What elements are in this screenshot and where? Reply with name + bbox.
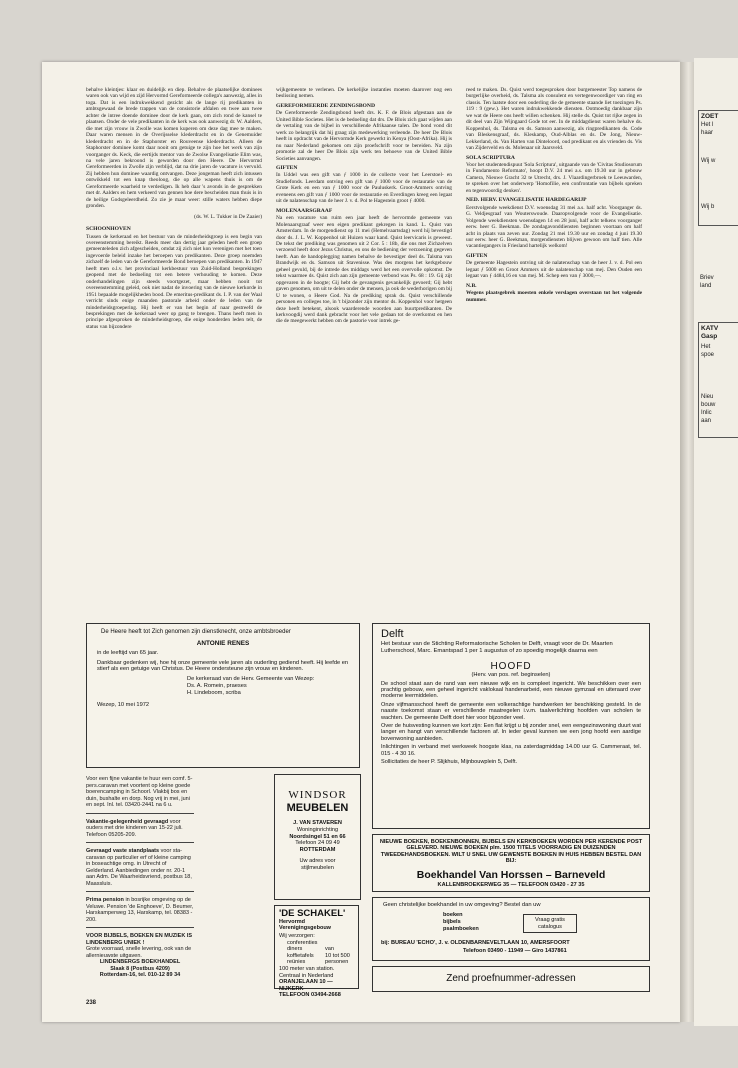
- ad-line: ROTTERDAM: [299, 847, 336, 854]
- catalog-request-box: [523, 914, 577, 933]
- ad-line: [279, 946, 358, 953]
- ad-question: Geen christelijke boekhandel in uw omgeving? Bestel dan uw: [383, 902, 541, 908]
- facing-text: Het: [701, 344, 711, 350]
- article-text: Tussen de kerkeraad en het bestuur van de minderheidsgroep is een begin van overeenstemming bereikt. Reeds meer dan dertig jaar geleden heeft een groep gemeenteleden zich afgescheiden, omdat zij zich niet kon verenigen met het toen ingevoerde beleid inzake het beroepen van predikanten. Deze groep noemden zichzelf de leden van de Gereformeerde Bond beroepen van predikanten. In 1947 heeft men o.l.v. het provinciaal kerkbestuur van Zuid-Holland besprekingen geopend met de bedoeling tot een betere verhouding te komen. Deze onderhandelingen zijn steeds voortgezet, maar hebben nooit tot overeenstemming geleid, ook niet nadat de invoering van de nieuwe kerkorde in 1951 bepaalde mogelijkheden bood. De emeritus-predikant ds. I. P. van der Waal verricht sinds enige maanden pastorale arbeid onder de leden van de minderheidsgroepering. Hij heeft er van het begin af naar gestreefd de besprekingen met de kerkeraad weer op gang te brengen. Thans heeft men in principe afgesproken de minderheidsgroep, die enige honderden leden telt, de status van bijzondere: [86, 233, 262, 330]
- facing-text: bouw: [701, 402, 716, 408]
- ad-item: koffietafels: [287, 952, 314, 959]
- ad-text: NIEUWE BOEKEN, BOEKENBONNEN, BIJBELS EN KERKBOEKEN WORDEN PER KERENDE POST GELEVERD. NIEUWE BOEKEN plm. 1500 TITELS VOORRADIG EN DUIZENDEN TWEEDEHANDSBOEKEN. WILT U SNEL UW GEWENSTE BOEKEN IN HUIS HEBBEN BESTEL DAN BIJ:: [379, 839, 643, 865]
- facing-heading: ZOET: [701, 113, 719, 120]
- vacancy-subtitle: (Herv. van pos. ref. beginselen): [471, 671, 551, 678]
- facing-heading: KATV: [701, 325, 719, 332]
- ad-subtitle: Hervormd Verenigingsgebouw: [279, 919, 331, 931]
- ad-paragraph: De school staat aan de rand van een nieuwe wijk en is compleet ingericht. We beschikken over een prachtig gebouw, een geheel ingericht vaklokaal handenarbeid, een nieuwe gymzaal en uiteraard over moderne leermiddelen.: [381, 680, 641, 700]
- ad-item: bijbels: [443, 918, 461, 925]
- notice-intro: De Heere heeft tot Zich genomen zijn dienstknecht, onze ambtsbroeder: [101, 629, 291, 635]
- ad-line: [279, 953, 358, 960]
- classified-ad: [86, 774, 194, 814]
- article-columns: [86, 87, 642, 632]
- classified-title: Gevraagd vaste standplaats: [86, 848, 160, 854]
- article-text: Voor het studentendispuut 'Sola Scriptura', uitgaande van de 'Civitas Studiosorum in Fundamento Reformato', hoopt D.V. 24 mei a.s. om 19.30 uur in gebouw Camera, Nieuwe Gracht 32 te Utrecht, drs. J. Vlaardingerbroek te Leeuwarden, te spreken over het onderwerp 'Homofilie, een confrontatie van bijbels spreken en tegenwoordig denken'.: [466, 161, 642, 194]
- ad-paragraph: Inlichtingen in verband met werkweek hoogste klas, na zaterdagmiddag 14.00 uur G. Cammeraat, tel. 015 - 4 30 16.: [381, 744, 641, 757]
- ad-items: [443, 912, 479, 932]
- windsor-furniture-ad: [274, 774, 361, 900]
- ad-address: bij: BUREAU 'ECHO', J. v. OLDENBARNEVELTLAAN 10, AMERSFOORT: [381, 940, 570, 946]
- notice-signatory: H. Lindeboom, scriba: [187, 689, 241, 696]
- classified-text: Grote voorraad, snelle levering, ook van de allernieuwste uitgaven.: [86, 946, 192, 959]
- article-text: In Uddel was een gift van ƒ 1000 in de collecte voor het Leerstoel- en Studiefonds. Leerdam ontving een gift van ƒ 1000 voor de restauratie van de Grote Kerk en een van ƒ 1000 voor de Pauluskerk. Groot-Ammers ontving eveneens een gift van ƒ 1000 voor de restauratie en Everdingen kreeg een legaat uit de nalatenschap van de heer J. v. d. Pol te Hagestein groot ƒ 4000.: [276, 172, 452, 205]
- section-heading: N.B.: [466, 282, 477, 289]
- magazine-page: [42, 62, 680, 1022]
- classified-title: VOOR BIJBELS, BOEKEN EN MUZIEK IS LINDENBERG UNIEK !: [86, 933, 193, 946]
- classified-text: voor sta-caravan op particulier erf of kleine camping in boseachtige omg. in Utrecht of Gelderland. Aanbiedingen onder nr. 20-1 aan Adm. De Waarheidsvriend, postbus 18, Maassluis.: [86, 848, 192, 887]
- shop-address: Rotterdam-16, tel. 010-12 89 34: [99, 972, 181, 978]
- article-signature: (ds. W. L. Tukker in De Zaaier): [194, 213, 262, 220]
- ad-line: Woninginrichting: [296, 826, 339, 833]
- ad-line: Wij verzorgen:: [279, 933, 315, 939]
- ad-line: TELEFOON 03494-2668: [279, 992, 341, 999]
- windsor-logo: WINDSOR: [288, 789, 347, 801]
- article-text: De Gereformeerde Zendingsbond heeft drs. K. F. de Blois afgestaan aan de United Bible Societes. Het is de bedoeling dat drs. De Blois zich gaat wijden aan de vertaling van de bijbel in verschillende Afrikaanse talen. De bond vond dit werk zo belangrijk dat hij graag zijn medewerking verleende. De heer De Blois heeft in opdracht van de Hervormde Kerk gewerkt in Kenya (Oost-Afrika). Hij is nu naar Nederland gekomen om zijn proefschrift voor te bereiden. Na zijn promotie zal de heer De Blois zijn werk ten behoeve van de United Bible Societies aanvangen.: [276, 110, 452, 162]
- deceased-name: ANTONIE RENES: [196, 640, 250, 647]
- ad-item: reünies: [287, 959, 306, 966]
- facing-text: Het l: [701, 122, 714, 128]
- column-1: [86, 87, 262, 332]
- column-3: [466, 87, 642, 305]
- classified-title: Vakantie-gelegenheid gevraagd: [86, 818, 169, 825]
- ad-line: Centraal in Nederland: [279, 972, 334, 979]
- ad-line: [279, 959, 358, 966]
- van-horssen-ad: [372, 834, 650, 892]
- vacancy-title: HOOFD: [490, 660, 532, 672]
- facing-text: Nieu: [701, 394, 714, 400]
- article-text: Na een vacature van ruim een jaar heeft de hervormde gemeente van Molenaarsgraaf weer een eigen predikant gekregen in kand. L. Quist van Amsterdam. In de morgendienst op 11 mei (Hemelvaartsdag) werd hij bevestigd door ds. J. L. W. Koppenhol uit Huizen waar kand. Quist leervicaris is geweest. De tekst der prediking was genomen uit 2 Cor. 5 : 18b, die ons met Zichzelven verzoend heeft door Jezus Christus, en ons de bediening der verzoening gegeven heeft. Aan de handoplegging namen behalve de bevestiger deel ds. Talsma van Brandwijk en ds. Samson uit Stavenisse. Was des morgens het kerkgebouw geheel gevuld, bij de intrede des middags werd het een overvolle opkomst. De tekst waarmee ds. Quist zich aan zijn gemeente verbond was Ps. 68 : 19. Gij zijt opgevaren in de hoogte; Gij hebt de gevangenis gevankelijk gevoerd; Gij hebt gaven genomen, om uit te delen onder de mensen, ja ook de wederhorigen om bij U te wonen, o Heere God. Na de prediking sprak ds. Quist verschillende personen en colleges toe, in 't bijzonder zijn mentor ds. Koppenhol voor hetgeen deze heeft betekent, alsook waarderende woorden aan buurtpredikanten. De kerkvoogdij werd dank gebracht voor het vele gedaan tot de overkomst en hen die de meegewerkt hebben om de pastorie voor intrek ge-: [276, 215, 452, 325]
- notice-date: Wezep, 10 mei 1972: [97, 702, 150, 709]
- facing-box: [698, 110, 738, 226]
- facing-text: Briev: [700, 275, 714, 281]
- facing-heading: Gasp: [701, 333, 718, 340]
- facing-page: [694, 58, 738, 1026]
- ad-line: stijlmeubelen: [301, 864, 334, 871]
- classified-ad: [86, 817, 194, 844]
- ad-heading: Delft: [381, 628, 404, 640]
- death-notice-ad: [86, 623, 360, 768]
- ad-title: 'DE SCHAKEL': [279, 908, 346, 919]
- ad-line: conferenties: [287, 939, 318, 946]
- classified-text: voor ouders met drie kinderen van 15-22 juli. Telefoon 05205-209.: [86, 818, 183, 838]
- section-heading: GIFTEN: [466, 252, 488, 259]
- ad-line: Uw adres voor: [299, 857, 336, 864]
- notice-signatory: De kerkeraad van de Herv. Gemeente van Wezep:: [187, 676, 315, 683]
- facing-text: land: [700, 283, 712, 289]
- classifieds-column: [86, 774, 194, 986]
- book-spine: [680, 62, 694, 1022]
- facing-text: Wij b: [701, 204, 715, 210]
- section-heading: SCHOONHOVEN: [86, 226, 131, 233]
- ad-line: Telefoon 24 09 49: [295, 840, 340, 847]
- article-text: De gemeente Hagestein ontving uit de nalatenschap van de heer J. v. d. Pol een legaat ƒ 5000 en Groot Ammers uit de nalatenschap van mej. Den Ouden een legaat van ƒ 4484,16 en van mej. M. Schep een van ƒ 3000,—.: [466, 260, 642, 280]
- ad-line: J. VAN STAVEREN: [293, 820, 342, 826]
- section-heading: NED. HERV. EVANGELISATIE HARDEGARIJP: [466, 197, 587, 204]
- catalog-request-text: catalogus: [538, 923, 562, 930]
- classified-text: Voor een fijne vakantie te huur een comf. 5-pers.caravan met voortent op kleine goede boerencamping in Schoorl. Vlakbij bos en duin, bushalte en dorp. Nog vrij in mei, juni en sept. Inl. tel. 03420-2441 na 6 u.: [86, 776, 193, 808]
- article-text: reed te maken. Ds. Quist werd toegesproken door burgemeester Top namens de burgerlijke overheid, ds. Talsma als consulent en vertegenwoordiger van ring en classis. Ten laatste door een ouderling die de gemeente staande liet toezingen Ps. 119 : 9 (gew.). Het waren indrukwekkende diensten. Ootmoedig dankbaar zijn we wat de Heere ons heeft willen schenken. Hij stelle ds. Quist tot rijke zegen in dit deel van Zijn Wijngaard Gode tot eer. In de middagdienst waren behalve ds. Koppenhol, ds. Talsma en ds. Samson aanwezig, als ringpredikanten ds. Code van Bleskensgraaf, ds. Kleskamp, Oud-Alblas en ds. De Jong, Nieuw-Lekkerland, ds. Van Harten van Dinteloord, oud predikant en als vrienden ds. Vis van Zijderveld en ds. Molenaar uit Jaarsveld.: [466, 87, 642, 152]
- facing-text: aan: [701, 418, 712, 424]
- notice-signatory: Ds. A. Romein, praeses: [187, 682, 247, 689]
- notice-body: Dankbaar gedenken wij, hoe hij onze gemeente vele jaren als ouderling gediend heeft. Hij leefde en stierf als een getuige van Christus. De Heere ondersteune zijn vrouw en kinderen.: [97, 659, 349, 673]
- facing-text: Wij w: [701, 158, 716, 164]
- notice-age: in de leeftijd van 65 jaar.: [97, 650, 159, 656]
- article-text: Eerstvolgende weekdienst D.V. woensdag 31 mei a.s. half acht. Voorganger ds. G. Veldjesgraaf van Wouterswoude. Daaropvolgende voor de Evangelisatie. Volgende weekdiensten woensdagen 14 en 28 juni, half acht telkens voorganger eerw. heer G. Beekman. De zondagavonddiensten beginnen voortaan om half acht in plaats van zeven uur. Zondag 21 mei 19.30 uur en zondag 4 juni 19.30 uur eerw. heer G. Beekman, morgendiensten blijven gewoon om half tien. Alle vacantiegangers in Friesland hartelijk welkom!: [466, 204, 642, 250]
- bureau-echo-ad: [372, 897, 650, 961]
- classified-ad: [86, 931, 194, 983]
- ad-paragraph: Over de huisvesting kunnen we kort zijn: Een flat krijgt u bij zonder snel, een eengezinswoning duurt wat langer en hangt van verschillende factoren af. In ieder geval kunnen we een jong hoofd een aardige bovenwoning aanbieden.: [381, 723, 641, 742]
- ad-title: Boekhandel Van Horssen – Barneveld: [416, 868, 606, 881]
- article-text: wijkgemeente te verlenen. De kerkelijke instanties moeten daarover nog een beslissing nemen.: [276, 87, 452, 100]
- ad-title: MEUBELEN: [286, 802, 349, 814]
- facing-box: [698, 272, 738, 306]
- section-heading: GEREFORMEERDE ZENDINGSBOND: [276, 102, 375, 109]
- article-text: behalve kleintjes: klaar en duidelijk en diep. Behalve de plaatselijke dominees waren ook van wijd en zijd Hervormd Gereformeerde collega's aanwezig, alles in toga. Dat is een indrukwekkend gezicht als de lange rij predikanten in ambtsgewaad de brede trappen van de consistorie afdalen en twee aan twee achter de intree doende dominee door de kerk gaan, om zich rond de kansel te plaatsen. Onder de vele predikanten in de kerk was ook aanwezig dr. W. Aalders, die met zijn vrouw in Zwolle was komen kuperen om deze dag mee te maken. Daar waren mensen in de Overijsselse klederdracht en in de Genemuider klederdracht en in de Staphorster en Rouveense klederdracht. Alleen de Staphorster dominee komt daar nooit om getuige te zijn hoe het werk van zijn voorganger ds. Keck, die eertijds mentor van de Zwolse Evangelisatie Elim was, na vele jaren bekroond is geworden door den Heere. De Hervormd Gereformeerden in Zwolle zijn verblijd, dat na drie jaren de vacature is vervuld. Zij hebben hun dominee waardig ontvangen. Deze jongeman heeft zich intussen ontwikkeld tot een knap theoloog, die op alle wapens thuis is om de Gereformeerde waarheid te verdedigen. Ik heb daar 's avonds in de gesprekken met dr. Aalders en hem verkeerd van gennen hoe dere bescheiden man thuis is in de heilige Godsgeleerdheid. Zo zie je maar weer: stille waters hebben diepe gronden.: [86, 87, 262, 210]
- page-number: 238: [86, 1000, 97, 1006]
- ad-item: 10 tot 500: [325, 952, 350, 959]
- ad-item: diners: [287, 946, 303, 953]
- ad-address: KALLENBROEKERWEG 35 — TELEFOON 03420 - 27 35: [437, 881, 585, 888]
- notice-text: Wegens plaatsgebrek moesten enkele verslagen overstaan tot het volgende nummer.: [466, 290, 642, 303]
- ad-line: ORANJELAAN 10 — NIJKERK: [279, 979, 333, 992]
- column-2: [276, 87, 452, 327]
- facing-text: haar: [701, 130, 714, 136]
- ad-intro: Het bestuur van de Stichting Reformatorische Scholen te Delft, vraagt voor de Dr. Maarten Lutherschool, Marc. Emantspad 1 per 1 augustus of zo spoedig mogelijk daarna een: [381, 641, 613, 654]
- de-schakel-ad: [274, 905, 359, 999]
- zend-proefnummer-ad: Zend proefnummer-adressen: [372, 966, 650, 992]
- facing-text: Inlic: [701, 410, 712, 416]
- section-heading: MOLENAARSGRAAF: [276, 207, 333, 214]
- catalog-request-text: Vraag gratis: [535, 917, 565, 923]
- classified-title: Prima pension: [86, 897, 124, 903]
- classified-ad: [86, 846, 194, 892]
- facing-box: [698, 322, 738, 438]
- ad-phone: Telefoon 03490 - 11949 — Giro 1437861: [463, 948, 567, 954]
- section-heading: GIFTEN: [276, 164, 298, 171]
- classified-ad: [86, 895, 194, 928]
- ad-item: van: [325, 946, 335, 953]
- ad-item: boeken: [443, 912, 463, 918]
- classified-text: in bosrijke omgeving op de Veluwe. Pension 'de Enghoeve', D. Beumer, Harskamperweg 13, Harskamp, tel. 08383 - 200.: [86, 897, 194, 923]
- delft-vacancy-ad: [372, 623, 650, 829]
- shop-name: LINDENBERGS BOEKHANDEL: [99, 959, 181, 965]
- section-heading: SOLA SCRIPTURA: [466, 154, 515, 161]
- ad-line: Noordsingel 51 en 66: [289, 833, 346, 840]
- facing-text: spoe: [701, 352, 715, 358]
- ad-item: personen: [325, 959, 349, 966]
- ad-item: psalmboeken: [443, 925, 479, 932]
- ad-paragraph: Onze vijfmansschool heeft de gemeente een volkerachtige handwerken ter beschikking gesteld. In de naaste toekomst staan er verschillende maatregelen i.v.m. taalverlichting hoofden van scholen te wachten. De gemeente Delft doet hier voor bijzonder veel.: [381, 701, 641, 721]
- ad-line: 100 meter van station.: [279, 965, 335, 972]
- shop-address: Slaak 8 (Postbus 4209): [110, 965, 170, 972]
- ad-paragraph: Sollicitaties de heer P. Slijkhuis, Mijnbouwplein 5, Delft.: [381, 759, 518, 766]
